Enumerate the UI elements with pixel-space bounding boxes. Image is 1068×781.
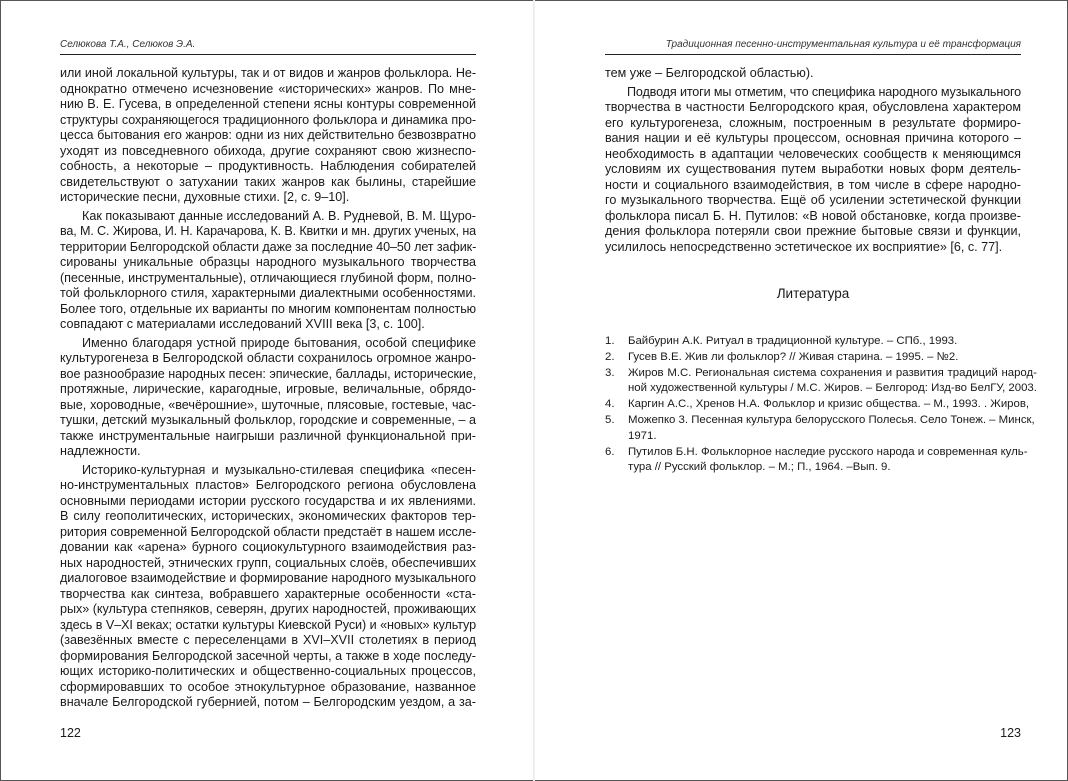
text-line: вначале Белгородской губернией, потом – Белгородским уездом, а за-: [60, 695, 476, 709]
reference-item: [605, 334, 1021, 350]
text-line: также инструментальные наигрыши различной функциональной при-: [60, 428, 476, 443]
references-heading: Литература: [776, 286, 850, 301]
text-line: сформировавших то особое этнокультурное образование, названное: [60, 679, 476, 694]
text-line: надлежности.: [60, 444, 141, 458]
reference-item: [605, 350, 1021, 366]
body-text: [605, 66, 1021, 255]
text-line: протяжные, лирические, карагодные, игровые, величальные, обрядо-: [60, 382, 476, 396]
running-head: Селюкова Т.А., Селюков Э.А.: [60, 39, 196, 50]
text-line: уходят из повседневного обихода, другие сохраняют свою жизнеспо-: [60, 143, 476, 158]
reference-text: 1971.: [628, 429, 657, 442]
text-line: В силу геополитических, исторических, экономических факторов тер-: [60, 509, 476, 523]
text-line: его культурогенеза, сложным, построенным в результате формиро-: [605, 115, 1021, 130]
page-number: 123: [1000, 726, 1021, 740]
book-gutter: [533, 0, 535, 781]
text-line: вания нации и её культуры процессом, основная причина которого –: [605, 131, 1021, 145]
text-line: необходимость в адаптации человеческих сообществ к меняющимся: [605, 146, 1021, 161]
text-line: довании как «арена» бурного социокультурного взаимодействия раз-: [60, 540, 476, 554]
text-line: дения фольклора потеряли свои прежние бытовые связи и функции,: [605, 224, 1021, 238]
reference-item: [605, 397, 1030, 413]
text-line: территории Белгородской области даже за последние 40–50 лет зафик-: [60, 239, 476, 254]
right-page: [605, 0, 1037, 781]
text-line: го музыкального творчества. Ещё об усилении эстетической функции: [605, 193, 1021, 207]
text-line: цесса бытования его жанров: одни из них действительно безвозвратно: [60, 128, 476, 142]
text-line: (песенные, инструментальные), отличающиеся глубиной форм, полно-: [60, 270, 476, 285]
reference-number: 5.: [605, 413, 615, 426]
text-line: нию В. Е. Гусева, в определенной степени ясны контуры современной: [60, 97, 476, 111]
reference-text: ной художественной культуры / М.С. Жиров. – Белгород: Изд-во БелГУ, 2003.: [628, 382, 1037, 395]
text-line: творчества в частности Белгородского края, обусловлена характером: [605, 100, 1021, 114]
body-text: [60, 66, 476, 711]
running-head: Традиционная песенно-инструментальная культура и её трансформация: [665, 39, 1021, 50]
reference-text: Можепко 3. Песенная культура белорусского Полесья. Село Тонеж. – Минск,: [628, 413, 1035, 426]
text-line: Именно благодаря устной природе бытования, особой специфике: [82, 335, 476, 350]
text-line: рых» (культура степняков, северян, других народностей, проживающих: [60, 602, 476, 616]
page-number: 122: [60, 726, 81, 740]
text-line: сированы уникальные образцы народного музыкального творчества: [60, 255, 476, 269]
text-line: Как показывают данные исследований А. В. Рудневой, В. М. Щуро-: [82, 208, 476, 223]
reference-number: 6.: [605, 445, 615, 458]
text-line: вые, хороводные, «вечёрошние», шуточные, плясовые, гостевые, час-: [60, 397, 476, 412]
reference-number: 4.: [605, 398, 615, 411]
text-line: формирования Белгородской засечной черты, а также в ходе последу-: [60, 648, 476, 663]
text-line: основными периодами истории русского государства и их явлениями.: [60, 493, 476, 508]
reference-number: 1.: [605, 335, 615, 347]
reference-text: тура // Русский фольклор. – М.; П., 1964. –Вып. 9.: [628, 461, 891, 474]
text-line: тем уже – Белгородской областью).: [605, 66, 814, 80]
references-list: [605, 334, 1037, 476]
text-line: фольклора писал Б. Н. Путилов: «В новой обстановке, когда произве-: [605, 208, 1021, 223]
text-line: структуры сохраняющегося традиционного фольклора и динамика про-: [60, 112, 476, 127]
text-line: диалоговое взаимодействие и формирование народного музыкального: [60, 571, 476, 585]
text-line: вое разнообразие народных песен: эпические, баллады, исторические,: [60, 366, 476, 381]
text-line: условиям их существования путем выработки новых форм деятель-: [605, 162, 1021, 176]
text-line: Историко-культурная и музыкально-стилевая специфика «песен-: [82, 462, 476, 477]
reference-number: 2.: [605, 350, 615, 363]
text-line: усилилось непосредственно эстетическое их восприятие» [6, с. 77].: [605, 239, 1003, 254]
text-line: Более того, отдельные их варианты по многим компонентам полностью: [60, 301, 476, 316]
text-line: ности и социального взаимодействия, в том числе в сфере народно-: [605, 177, 1021, 192]
reference-item: [605, 413, 1035, 445]
left-page: [60, 0, 476, 781]
text-line: ва, М. С. Жирова, И. Н. Карачарова, К. В. Квитки и мн. других ученых, на: [60, 224, 476, 238]
text-line: собность, а некоторые – продуктивность. Наблюдения собирателей: [60, 159, 476, 173]
header-rule: [60, 54, 476, 55]
reference-text: Жиров М.С. Региональная система сохранения и развития традиций народ-: [628, 366, 1037, 379]
text-line: культурогенеза в Белгородской области сохранилось огромное жанро-: [60, 351, 476, 365]
reference-number: 3.: [605, 366, 615, 379]
text-line: (завезённых вместе с переселенцами в XVI–XVII столетиях в период: [60, 633, 476, 647]
text-line: той фольклорного стиля, характерными диалектными особенностями.: [60, 286, 476, 300]
text-line: или иной локальной культуры, так и от видов и жанров фольклора. Не-: [60, 66, 476, 80]
text-line: здесь в V–XI веках; остатки культуры Киевской Руси) и «новых» культур: [60, 617, 476, 632]
reference-item: [605, 445, 1028, 477]
reference-text: Путилов Б.Н. Фольклорное наследие русского народа и современная куль-: [628, 445, 1028, 458]
text-line: ных народностей, этнических групп, социальных слоёв, обеспечивших: [60, 555, 476, 570]
text-line: тушки, детский музыкальный фольклор, городские и современные, – а: [60, 413, 476, 427]
reference-text: Байбурин А.К. Ритуал в традиционной культуре. – СПб., 1993.: [628, 335, 958, 347]
text-line: свидетельствуют о затухании таких жанров как былины, старейшие: [60, 174, 476, 189]
reference-text: Каргин А.С., Хренов Н.А. Фольклор и кризис общества. – М., 1993. . Жиров,: [628, 398, 1030, 411]
text-line: исторические песни, духовные стихи. [2, с. 9–10].: [60, 190, 350, 204]
reference-text: Гусев В.Е. Жив ли фольклор? // Живая старина. – 1995. – №2.: [628, 350, 959, 363]
reference-item: [605, 366, 1037, 398]
text-line: ритория современной Белгородской области предстаёт в нашем иссле-: [60, 524, 476, 539]
text-line: творчества как синтеза, вобравшего характерные особенности «ста-: [60, 586, 476, 601]
text-line: но-инструментальных пластов» Белгородского региона обусловлена: [60, 478, 476, 492]
text-line: однократно отмечено исчезновение «исторических» жанров. По мне-: [60, 81, 476, 96]
text-line: Подводя итоги мы отметим, что специфика народного музыкального: [627, 84, 1021, 99]
text-line: ющих историко-политических и общественно-социальных процессов,: [60, 664, 476, 678]
header-rule: [605, 54, 1021, 55]
text-line: совпадают с материалами исследований XVIII века [3, с. 100].: [60, 317, 425, 331]
